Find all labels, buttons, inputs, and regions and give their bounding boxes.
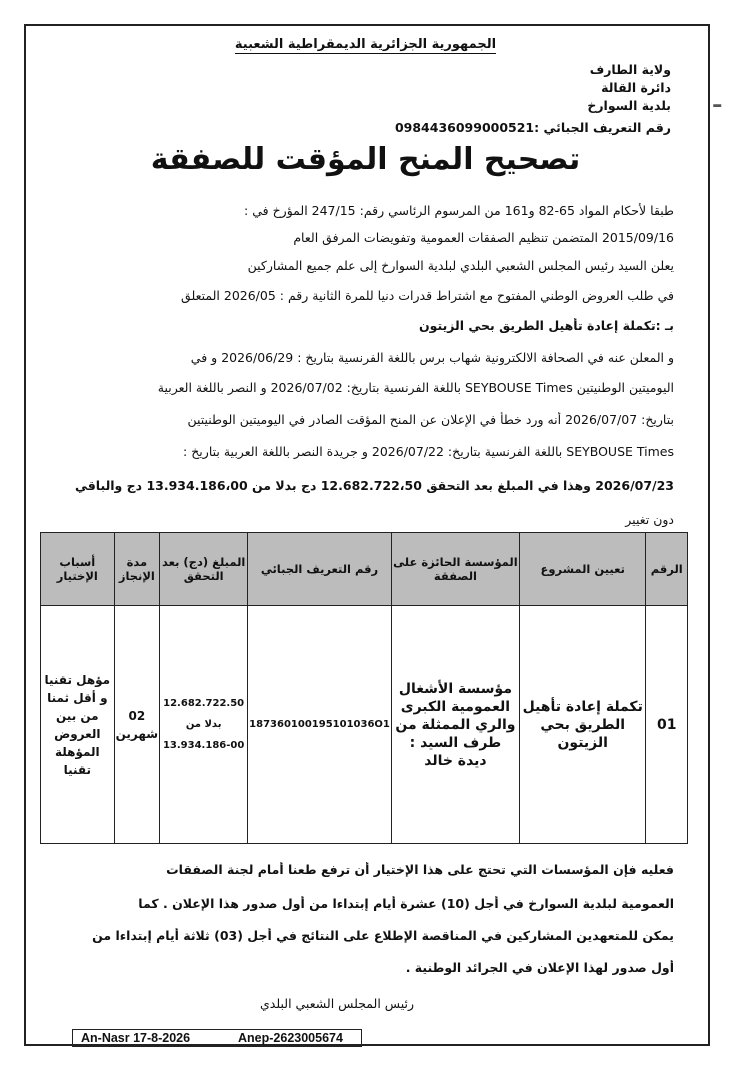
body-line: 2026/07/23 وهذا في المبلغ بعد التحقق 12.682.722،50 دج بدلا من 13.934.186،00 دج والباقي [74,478,674,493]
body-line: SEYBOUSE Times باللغة الفرنسية بتاريخ: 2026/07/22 و جريدة النصر باللغة العربية بتاريخ : [183,444,674,459]
col-company: المؤسسة الحائزة على الصفقة [391,533,519,606]
footer-box [72,1029,362,1047]
col-nif: رقم التعريف الجبائي [248,533,392,606]
cell-amount [160,606,248,844]
nif-label: رقم التعريف الجبائي :0984436099000521 [394,120,671,135]
footer-newspaper: An-Nasr 17-8-2026 [81,1031,191,1045]
col-reasons: أسباب الإختيار [41,533,115,606]
amount-new: 12.682.722.50 [163,698,245,709]
notice-title: تصحيح المنح المؤقت للصفقة [150,142,581,177]
wilaya-label: ولاية الطارف [589,62,671,77]
cell-project: تكملة إعادة تأهيل الطريق بحي الزيتون [519,606,646,844]
table-row [41,606,688,844]
body-line: 2015/09/16 المتضمن تنظيم الصفقات العمومية وتفويضات المرفق العام [293,230,674,245]
body-line: اليوميتين الوطنيتين SEYBOUSE Times باللغة الفرنسية بتاريخ: 2026/07/02 و النصر باللغة العربية [157,380,674,395]
col-project: تعيين المشروع [519,533,646,606]
cell-nif: 187360100195101036O1 [248,606,392,844]
cell-num: 01 [646,606,688,844]
body-line: بتاريخ: 2026/07/07 أنه ورد خطأ في الإعلان عن المنح المؤقت الصادر في اليوميتين الوطنيتين [187,412,674,427]
republic-heading [0,37,731,52]
body-line: يعلن السيد رئيس المجلس الشعبي البلدي لبلدية السوارخ إلى علم جميع المشاركين [247,258,674,273]
col-num: الرقم [646,533,688,606]
body-line: طبقا لأحكام المواد 65-82 و161 من المرسوم الرئاسي رقم: 247/15 المؤرخ في : [244,203,674,218]
body-line: في طلب العروض الوطني المفتوح مع اشتراط قدرات دنيا للمرة الثانية رقم : 2026/05 المتعلق [181,288,674,303]
award-table [40,532,688,844]
body-line: دون تغيير [625,512,674,527]
daira-label: دائرة القالة [601,80,671,95]
signature: رئيس المجلس الشعبي البلدي [260,996,414,1011]
stamp-mark: ـ [713,88,721,113]
cell-company: مؤسسة الأشغال العمومية الكبرى والري الممثلة من طرف السيد : ديدة خالد [391,606,519,844]
closing-line: يمكن للمتعهدين المشاركين في المناقصة الإطلاع على النتائج في أجل (03) ثلاثة أيام إبتداءا من [92,928,674,943]
amount-instead: بدلا من [185,719,222,730]
amount-old: 13.934.186-00 [162,740,245,751]
col-duration: مدة الإنجاز [114,533,160,606]
commune-label: بلدية السوارخ [587,98,671,113]
footer-anep: Anep-2623005674 [238,1031,343,1045]
cell-reasons: مؤهل تقنيا و أقل ثمنا من بين العروض المؤهلة تقنيا [41,606,115,844]
table-header-row [41,533,688,606]
cell-duration: 02 شهرين [114,606,160,844]
col-amount: المبلغ (دج) بعد التحقق [160,533,248,606]
republic-text: الجمهورية الجزائرية الديمقراطية الشعبية [234,37,497,52]
closing-line: فعليه فإن المؤسسات التي تحتج على هذا الإختيار أن ترفع طعنا أمام لجنة الصفقات [166,862,674,877]
closing-line: العمومية لبلدية السوارخ في أجل (10) عشرة أيام إبتداءا من أول صدور هذا الإعلان . كما [138,896,674,911]
body-line: بـ :تكملة إعادة تأهيل الطريق بحي الزيتون [418,318,674,333]
body-line: و المعلن عنه في الصحافة الالكترونية شهاب برس باللغة الفرنسية بتاريخ : 2026/06/29 و في [190,350,674,365]
closing-line: أول صدور لهذا الإعلان في الجرائد الوطنية . [405,960,674,975]
